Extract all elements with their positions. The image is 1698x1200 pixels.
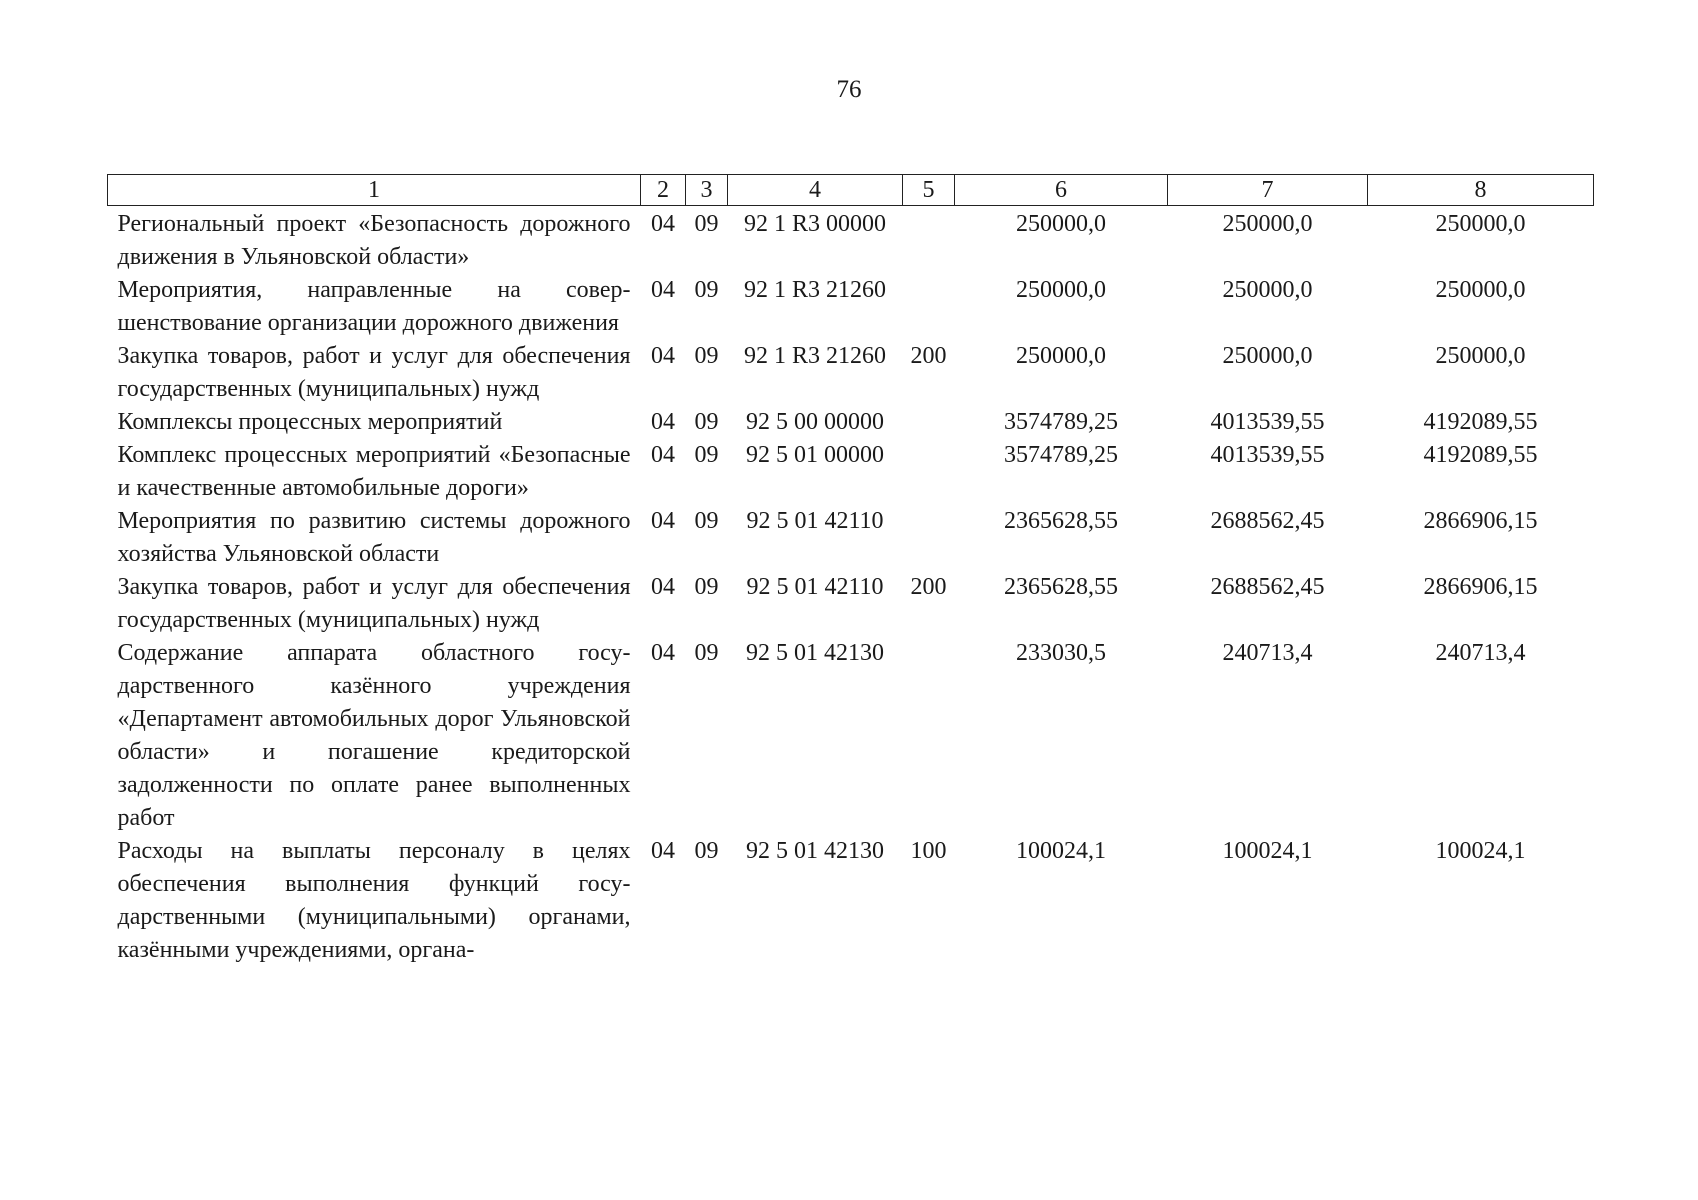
row-expense-type [903, 505, 955, 571]
row-expense-type: 100 [910, 838, 947, 864]
header-row [108, 175, 1594, 206]
row-amount-8: 250000,0 [1435, 277, 1526, 303]
row-amount-7: 250000,0 [1222, 211, 1313, 237]
header-cell-3: 3 [686, 175, 728, 206]
row-amount-6: 3574789,25 [1004, 442, 1118, 468]
table-row [108, 340, 1594, 406]
row-target-code: 92 5 01 42110 [746, 574, 884, 600]
row-target-code: 92 5 01 42130 [746, 640, 884, 666]
row-expense-type: 200 [910, 343, 947, 369]
row-amount-7: 240713,4 [1222, 640, 1313, 666]
row-amount-8: 2866906,15 [1423, 574, 1538, 600]
row-expense-type [903, 274, 955, 340]
row-subsection: 09 [694, 442, 719, 468]
row-expense-type: 200 [910, 574, 947, 600]
row-subsection: 09 [694, 508, 719, 534]
row-expense-type [903, 637, 955, 835]
row-subsection: 09 [694, 574, 719, 600]
row-section: 04 [651, 343, 675, 369]
row-amount-8: 2866906,15 [1423, 508, 1538, 534]
page-number: 76 [836, 76, 862, 103]
table-row [108, 835, 1594, 967]
row-subsection: 09 [694, 838, 719, 864]
table-row [108, 439, 1594, 505]
header-cell-8: 8 [1368, 175, 1594, 206]
row-section: 04 [651, 838, 675, 864]
row-amount-8: 100024,1 [1435, 838, 1526, 864]
row-amount-6: 250000,0 [1016, 343, 1106, 369]
row-subsection: 09 [694, 211, 719, 237]
row-target-code: 92 5 01 42130 [746, 838, 884, 864]
row-subsection: 09 [694, 343, 719, 369]
row-amount-7: 2688562,45 [1210, 574, 1325, 600]
row-expense-type [903, 406, 955, 439]
budget-table [107, 174, 1594, 967]
header-cell-5: 5 [903, 175, 955, 206]
row-amount-8: 250000,0 [1435, 343, 1526, 369]
row-name: Содержание аппарата областного государственного казённого учреждения «Департамент автомобильных дорог Ульяновской области» и погашение кредиторской задолженности по оплате ранее выполненных работ [117, 640, 631, 831]
row-section: 04 [651, 508, 675, 534]
row-section: 04 [651, 442, 675, 468]
header-cell-2: 2 [641, 175, 686, 206]
table-row [108, 274, 1594, 340]
row-expense-type [903, 439, 955, 505]
row-name: Комплексы процессных мероприятий [117, 409, 503, 435]
row-amount-7: 4013539,55 [1210, 442, 1325, 468]
row-amount-6: 233030,5 [1016, 640, 1106, 666]
row-name: Мероприятия по развитию системы дорожного хозяйства Ульяновской области [117, 508, 631, 567]
row-amount-7: 2688562,45 [1210, 508, 1325, 534]
row-subsection: 09 [694, 640, 719, 666]
header-cell-6: 6 [955, 175, 1168, 206]
table-row [108, 206, 1594, 275]
row-amount-7: 4013539,55 [1210, 409, 1325, 435]
row-target-code: 92 5 00 00000 [746, 409, 884, 435]
row-name: Мероприятия, направленные на совершенствование организации дорожного движения [117, 277, 631, 336]
row-section: 04 [651, 409, 675, 435]
row-amount-7: 250000,0 [1222, 277, 1313, 303]
table-row [108, 406, 1594, 439]
table-row [108, 571, 1594, 637]
row-amount-6: 2365628,55 [1004, 574, 1118, 600]
row-subsection: 09 [694, 277, 719, 303]
row-amount-6: 3574789,25 [1004, 409, 1118, 435]
row-amount-8: 4192089,55 [1423, 409, 1538, 435]
header-cell-1: 1 [108, 175, 641, 206]
row-target-code: 92 1 R3 21260 [743, 277, 886, 303]
row-amount-6: 250000,0 [1016, 277, 1106, 303]
header-cell-4: 4 [728, 175, 903, 206]
row-section: 04 [651, 574, 675, 600]
row-amount-7: 100024,1 [1222, 838, 1313, 864]
row-target-code: 92 1 R3 21260 [743, 343, 886, 369]
row-subsection: 09 [694, 409, 719, 435]
row-name: Расходы на выплаты персоналу в целях обеспечения выполнения функций государственными (муниципальными) органами, казёнными учреждениями, органа- [117, 838, 631, 963]
row-target-code: 92 1 R3 00000 [743, 211, 886, 237]
row-section: 04 [651, 640, 675, 666]
row-amount-6: 100024,1 [1016, 838, 1106, 864]
row-expense-type [903, 206, 955, 275]
row-name: Региональный проект «Безопасность дорожного движения в Ульяновской области» [117, 211, 631, 270]
row-name: Комплекс процессных мероприятий «Безопасные и качественные автомобильные дороги» [117, 442, 631, 501]
row-section: 04 [651, 277, 675, 303]
header-cell-7: 7 [1168, 175, 1368, 206]
row-name: Закупка товаров, работ и услуг для обеспечения государственных (муниципальных) нужд [117, 343, 631, 402]
table-row [108, 637, 1594, 835]
row-amount-8: 4192089,55 [1423, 442, 1538, 468]
row-amount-7: 250000,0 [1222, 343, 1313, 369]
table-row [108, 505, 1594, 571]
row-amount-8: 240713,4 [1435, 640, 1526, 666]
row-amount-6: 250000,0 [1016, 211, 1106, 237]
row-amount-6: 2365628,55 [1004, 508, 1118, 534]
row-amount-8: 250000,0 [1435, 211, 1526, 237]
row-target-code: 92 5 01 42110 [746, 508, 884, 534]
row-target-code: 92 5 01 00000 [746, 442, 884, 468]
row-name: Закупка товаров, работ и услуг для обеспечения государственных (муниципальных) нужд [117, 574, 631, 633]
row-section: 04 [651, 211, 675, 237]
